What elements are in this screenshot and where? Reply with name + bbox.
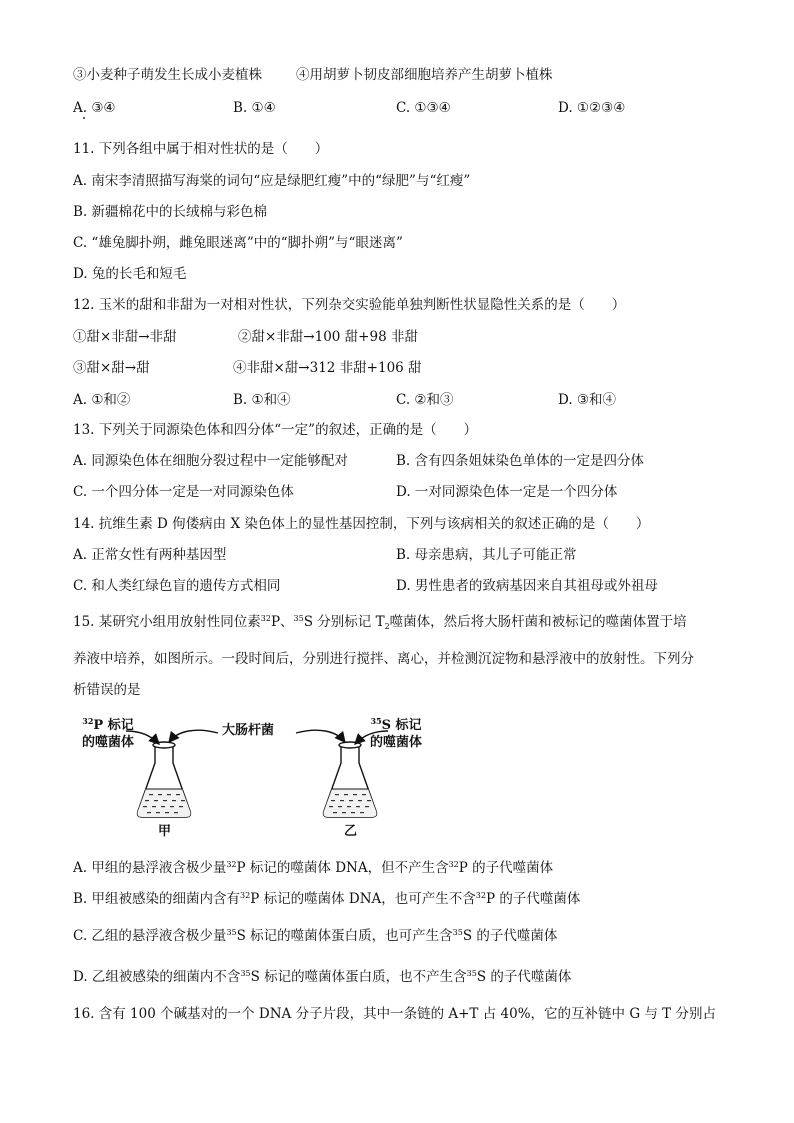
q12-option-b: B. ①和④ [233,392,291,408]
q12-option-c: C. ②和③ [396,392,454,408]
q10-item-4: ④用胡萝卜韧皮部细胞培养产生胡萝卜植株 [296,67,553,83]
q15-d-text-3: S 的子代噬菌体 [476,969,572,985]
q11-option-d: D. 兔的长毛和短毛 [73,266,187,282]
q15-c-text-3: S 的子代噬菌体 [462,928,558,944]
q12-stem: 12. 玉米的甜和非甜为一对相对性状，下列杂交实验能单独判断性状显隐性关系的是（ ） [73,297,626,313]
q15-a-sup-2: 32 [448,860,459,869]
q15-b-text-3: P 的子代噬菌体 [485,891,581,907]
q15-a-text-2: P 标记的噬菌体 DNA，但不产生含 [236,860,449,876]
q15-sup-35: 35 [293,614,304,623]
q12-cross-2: ②甜×非甜→100 甜+98 非甜 [238,329,418,345]
q12-cross-4: ④非甜×甜→312 非甜+106 甜 [233,360,422,376]
q15-c-text-1: C. 乙组的悬浮液含极少量 [73,928,227,944]
q15-stem-line-2: 养液中培养，如图所示。一段时间后，分别进行搅拌、离心，并检测沉淀物和悬浮液中的放射性。下列分 [73,651,694,667]
stray-dot [83,117,85,119]
q12-cross-1: ①甜×非甜→非甜 [73,329,177,345]
q12-cross-3: ③甜×甜→甜 [73,360,150,376]
label-35-sup: 35 [370,716,382,726]
q14-option-d: D. 男性患者的致病基因来自其祖母或外祖母 [396,578,658,594]
label-35s-line2: 的噬菌体 [370,735,423,750]
arrow-center-to-right [296,730,344,741]
q15-c-text-2: S 标记的噬菌体蛋白质，也可产生含 [236,928,453,944]
q14-option-b: B. 母亲患病，其儿子可能正常 [396,547,577,563]
q14-stem: 14. 抗维生素 D 佝偻病由 X 染色体上的显性基因控制，下列与该病相关的叙述正确的是（ ） [73,516,650,532]
label-32p-line2: 的噬菌体 [82,735,135,750]
q15-stem-line-3: 析错误的是 [73,682,141,698]
label-ecoli: 大肠杆菌 [222,723,275,738]
q15-c-sup-1: 35 [226,928,237,937]
q15-b-sup-1: 32 [240,891,251,900]
q11-option-c: C. “雄兔脚扑朔，雌兔眼迷离”中的“脚扑朔”与“眼迷离” [73,235,403,251]
q12-option-a: A. ①和② [73,392,131,408]
q15-a-sup-1: 32 [226,860,237,869]
flask-yi [324,742,377,817]
label-35s-line1: S 标记 [381,718,422,733]
q15-c-sup-2: 35 [452,928,463,937]
q10-item-3-text: ③小麦种子萌发生长成小麦植株 [73,67,262,83]
q14-option-c: C. 和人类红绿色盲的遗传方式相同 [73,578,281,594]
q13-stem: 13. 下列关于同源染色体和四分体“一定”的叙述，正确的是（ ） [73,422,478,438]
q15-text-3: S 分别标记 T [303,614,385,630]
q10-option-d: D. ①②③④ [558,100,626,116]
phage-experiment-figure [78,713,438,843]
q10-option-a: A. ③④ [73,100,116,116]
q15-sub-2: 2 [384,622,390,631]
q15-b-sup-2: 32 [475,891,486,900]
q15-option-c [73,926,557,946]
q13-option-c: C. 一个四分体一定是一对同源染色体 [73,484,294,500]
q15-option-a [73,858,553,878]
q11-option-a: A. 南宋李清照描写海棠的词句“应是绿肥红瘦”中的“绿肥”与“红瘦” [73,173,471,189]
label-32p-phage [82,717,134,751]
q13-option-d: D. 一对同源染色体一定是一个四分体 [396,484,618,500]
q10-option-b: B. ①④ [233,100,276,116]
q15-option-b [73,889,580,909]
flask-label-yi: 乙 [344,824,358,839]
q15-text-4: 噬菌体，然后将大肠杆菌和被标记的噬菌体置于培 [389,614,687,630]
q15-d-sup-2: 35 [466,969,477,978]
q13-option-a: A. 同源染色体在细胞分裂过程中一定能够配对 [73,453,348,469]
q15-d-sup-1: 35 [240,969,251,978]
q15-sup-32: 32 [260,614,271,623]
q15-a-text-1: A. 甲组的悬浮液含极少量 [73,860,227,876]
q15-text-2: P、 [270,614,294,630]
label-32-sup: 32 [82,716,94,726]
q13-option-b: B. 含有四条姐妹染色单体的一定是四分体 [396,453,645,469]
q14-option-a: A. 正常女性有两种基因型 [73,547,227,563]
q11-option-b: B. 新疆棉花中的长绒棉与彩色棉 [73,204,268,220]
q15-b-text-1: B. 甲组被感染的细菌内含有 [73,891,241,907]
q15-option-d [73,967,571,987]
flask-jia [138,742,191,817]
q15-d-text-2: S 标记的噬菌体蛋白质，也不产生含 [250,969,467,985]
label-32p-line1: P 标记 [93,718,134,733]
q10-option-c: C. ①③④ [396,100,451,116]
q16-stem: 16. 含有 100 个碱基对的一个 DNA 分子片段，其中一条链的 A+T 占 40%，它的互补链中 G 与 T 分别占 [73,1006,716,1022]
q12-option-d: D. ③和④ [558,392,617,408]
label-35s-phage [370,717,422,751]
flask-label-jia: 甲 [158,824,172,839]
q15-d-text-1: D. 乙组被感染的细菌内不含 [73,969,241,985]
q10-item-3 [73,65,262,85]
q11-stem: 11. 下列各组中属于相对性状的是（ ） [73,141,329,157]
q15-b-text-2: P 标记的噬菌体 DNA，也可产生不含 [250,891,476,907]
q15-stem-line-1 [73,612,687,632]
q15-a-text-3: P 的子代噬菌体 [458,860,554,876]
arrow-center-to-left [170,730,218,741]
q15-text-1: 15. 某研究小组用放射性同位素 [73,614,261,630]
